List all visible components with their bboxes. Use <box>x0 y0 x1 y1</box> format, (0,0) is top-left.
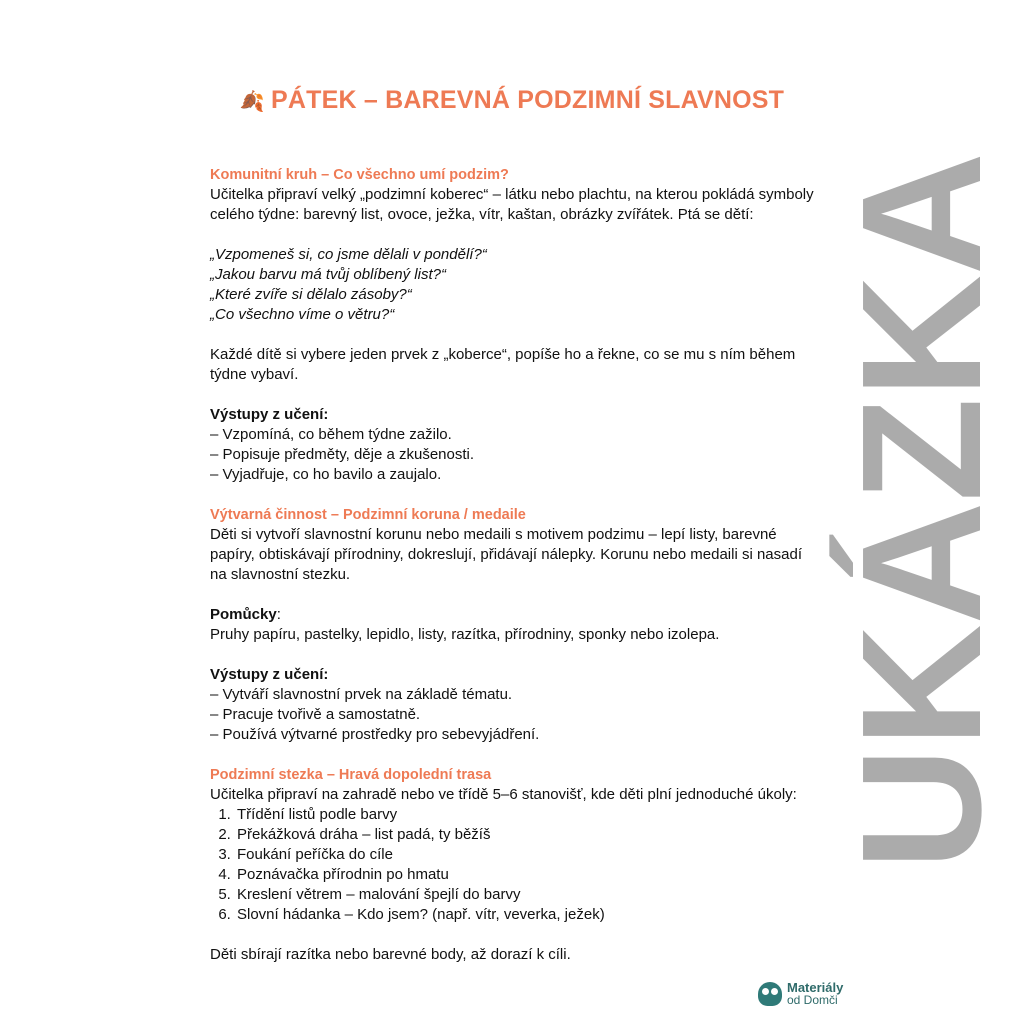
paragraph: Děti si vytvoří slavnostní korunu nebo medaili s motivem podzimu – lepí listy, barevné papíry, obtiskávají přírodniny, dokreslují, přidávají nálepky. Korunu nebo medaili si nasadí na slavnostní stezku. <box>210 526 802 583</box>
list-item: 6. Slovní hádanka – Kdo jsem? (např. vítr, veverka, ježek) <box>235 905 820 925</box>
list-item: 2. Překážková dráha – list padá, ty běžíš <box>235 825 820 845</box>
brand-logo <box>758 982 843 1006</box>
question: „Jakou barvu má tvůj oblíbený list?“ <box>210 266 446 283</box>
title-text: PÁTEK – BAREVNÁ PODZIMNÍ SLAVNOST <box>270 86 785 114</box>
subheading: Výstupy z učení: <box>210 406 329 423</box>
question: „Co všechno víme o větru?“ <box>210 306 395 323</box>
list-item: – Vytváří slavnostní prvek na základě tématu. <box>210 686 513 703</box>
list-item: 5. Kreslení větrem – malování špejlí do barvy <box>235 885 820 905</box>
list-item: – Pracuje tvořivě a samostatně. <box>210 706 421 723</box>
list-item: – Používá výtvarné prostředky pro sebevyjádření. <box>210 726 540 743</box>
question: „Vzpomeneš si, co jsme dělali v pondělí?“ <box>210 246 487 263</box>
logo-line1: Materiály <box>787 980 844 995</box>
page-title <box>0 86 1024 115</box>
section-heading: Komunitní kruh – Co všechno umí podzim? <box>210 167 509 183</box>
colon: : <box>276 606 281 623</box>
list-item: 4. Poznávačka přírodnin po hmatu <box>235 865 820 885</box>
list-item: – Vzpomíná, co během týdne zažilo. <box>210 426 452 443</box>
paragraph: Děti sbírají razítka nebo barevné body, až dorazí k cíli. <box>210 946 571 963</box>
owl-icon <box>758 982 782 1006</box>
logo-line2: od Domči <box>787 993 838 1007</box>
paragraph: Učitelka připraví velký „podzimní koberec“ – látku nebo plachtu, na kterou pokládá symboly celého týdne: barevný list, ovoce, ježka, vítr, kaštan, obrázky zvířátek. Ptá se dětí: <box>210 186 814 223</box>
watermark: UKÁZKA <box>827 152 1017 870</box>
subheading <box>210 605 820 625</box>
list-item: 1. Třídění listů podle barvy <box>235 805 820 825</box>
section-heading: Podzimní stezka – Hravá dopolední trasa <box>210 767 492 783</box>
list-item: – Vyjadřuje, co ho bavilo a zaujalo. <box>210 466 442 483</box>
list-item: 3. Foukání peříčka do cíle <box>235 845 820 865</box>
document-body <box>210 165 820 965</box>
paragraph: Pruhy papíru, pastelky, lepidlo, listy, razítka, přírodniny, sponky nebo izolepa. <box>210 626 720 643</box>
section-heading: Výtvarná činnost – Podzimní koruna / medaile <box>210 507 526 523</box>
tools-heading: Pomůcky <box>210 606 277 623</box>
leaves-icon: 🍂 <box>239 91 265 113</box>
paragraph: Učitelka připraví na zahradě nebo ve třídě 5–6 stanovišť, kde děti plní jednoduché úkoly: <box>210 786 797 803</box>
subheading: Výstupy z učení: <box>210 666 329 683</box>
question: „Které zvíře si dělalo zásoby?“ <box>210 286 412 303</box>
task-list <box>210 805 820 925</box>
paragraph: Každé dítě si vybere jeden prvek z „koberce“, popíše ho a řekne, co se mu s ním během týdne vybaví. <box>210 346 796 383</box>
list-item: – Popisuje předměty, děje a zkušenosti. <box>210 446 475 463</box>
